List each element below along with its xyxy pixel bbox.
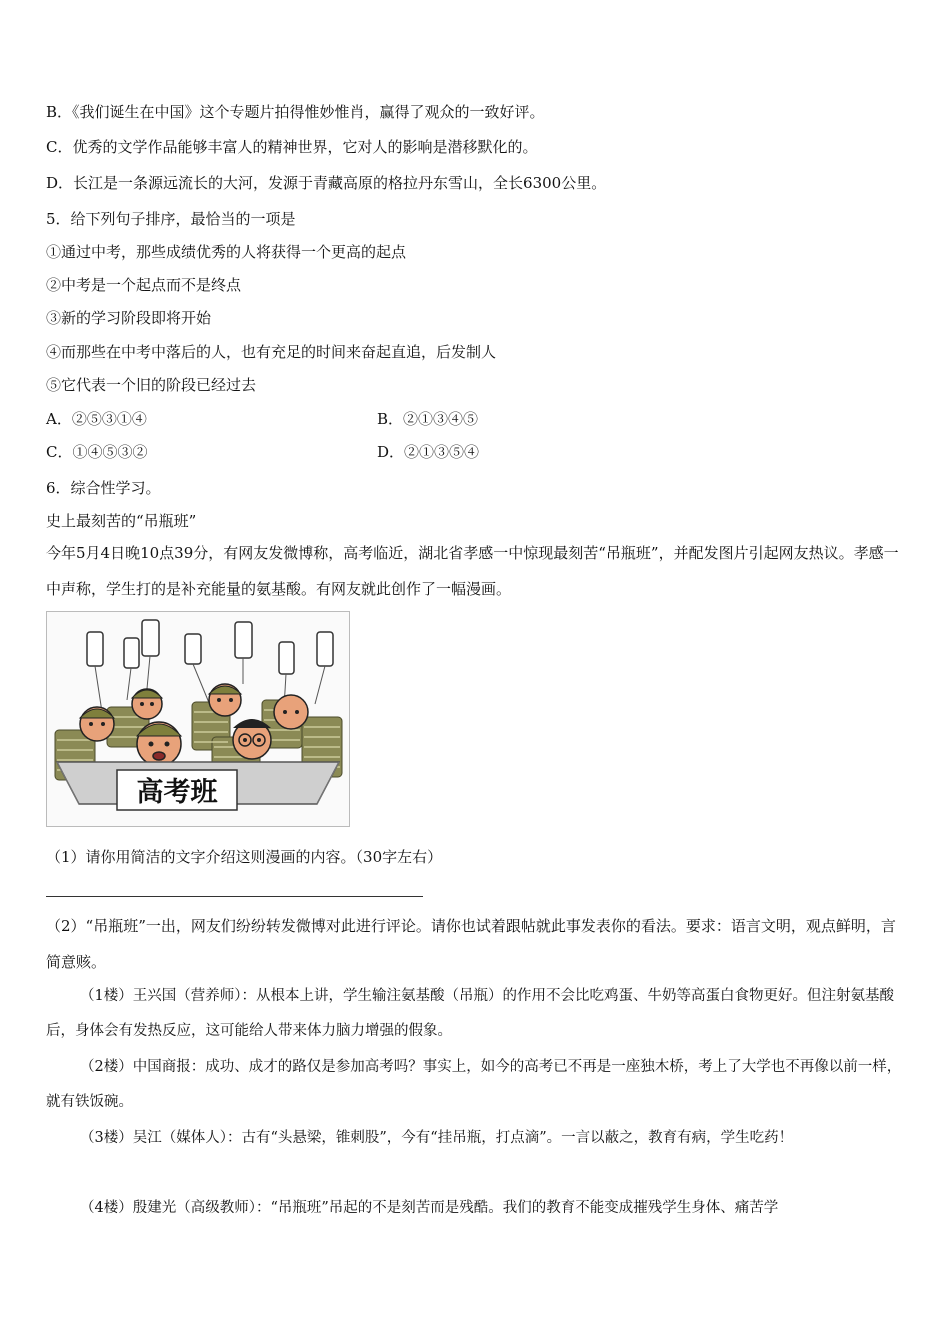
q5-sentence-5: ⑤它代表一个旧的阶段已经过去 [46,376,257,394]
q5-option-a: A．②⑤③①④ [46,410,147,428]
forum-post-2-text: （2楼）中国商报：成功、成才的路仅是参加高考吗？事实上，如今的高考已不再是一座独木桥，考上了大学也不再像以前一样，就有铁饭碗。 [46,1059,902,1110]
q5-option-b: B．②①③④⑤ [377,410,479,428]
q4-option-d: D．长江是一条源远流长的大河，发源于青藏高原的格拉丹东雪山，全长6300公里。 [46,174,607,192]
answer-line [46,896,423,897]
q6-stem: 6．综合性学习。 [46,479,161,497]
q6-title: 史上最刻苦的“吊瓶班” [46,512,197,530]
q5-sentence-2: ②中考是一个起点而不是终点 [46,276,242,294]
cartoon-image [46,611,350,827]
forum-post-2 [46,1050,908,1120]
q4-option-c: C．优秀的文学作品能够丰富人的精神世界，它对人的影响是潜移默化的。 [46,138,538,156]
forum-post-3-text: （3楼）吴江（媒体人）：古有“头悬梁，锥刺股”，今有“挂吊瓶，打点滴”。一言以蔽之，教育有病，学生吃药！ [80,1130,794,1146]
q5-sentence-1: ①通过中考，那些成绩优秀的人将获得一个更高的起点 [46,243,407,261]
q5-sentence-3: ③新的学习阶段即将开始 [46,309,212,327]
q5-stem: 5．给下列句子排序，最恰当的一项是 [46,210,296,228]
q4-option-b: B．《我们诞生在中国》这个专题片拍得惟妙惟肖，赢得了观众的一致好评。 [46,103,545,121]
q5-option-d: D．②①③⑤④ [377,443,480,461]
q5-sentence-4: ④而那些在中考中落后的人，也有充足的时间来奋起直追，后发制人 [46,343,497,361]
forum-post-4-text: （4楼）殷建光（高级教师）：“吊瓶班”吊起的不是刻苦而是残酷。我们的教育不能变成摧残学生身体、痛苦学 [80,1200,779,1216]
forum-post-1-text: （1楼）王兴国（营养师）：从根本上讲，学生输注氨基酸（吊瓶）的作用不会比吃鸡蛋、牛奶等高蛋白食物更好。但注射氨基酸后，身体会有发热反应，这可能给人带来体力脑力增强的假象。 [46,988,894,1039]
forum-post-1 [46,979,908,1049]
cartoon-caption: 高考班 [136,777,218,808]
q6-passage: 今年5月4日晚10点39分，有网友发微博称，高考临近，湖北省孝感一中惊现最刻苦“吊瓶班”，并配发图片引起网友热议。孝感一中声称，学生打的是补充能量的氨基酸。有网友就此创作了一幅漫画。 [46,544,899,598]
forum-post-4 [46,1191,908,1226]
forum-post-3 [46,1121,908,1156]
q6-sub1: （1）请你用简洁的文字介绍这则漫画的内容。（30字左右） [46,848,443,866]
q6-sub2: （2）“吊瓶班”一出，网友们纷纷转发微博对此进行评论。请你也试着跟帖就此事发表你的看法。要求：语言文明，观点鲜明，言简意赅。 [46,917,896,971]
cartoon-drawing [47,612,349,826]
q5-option-c: C．①④⑤③② [46,443,148,461]
